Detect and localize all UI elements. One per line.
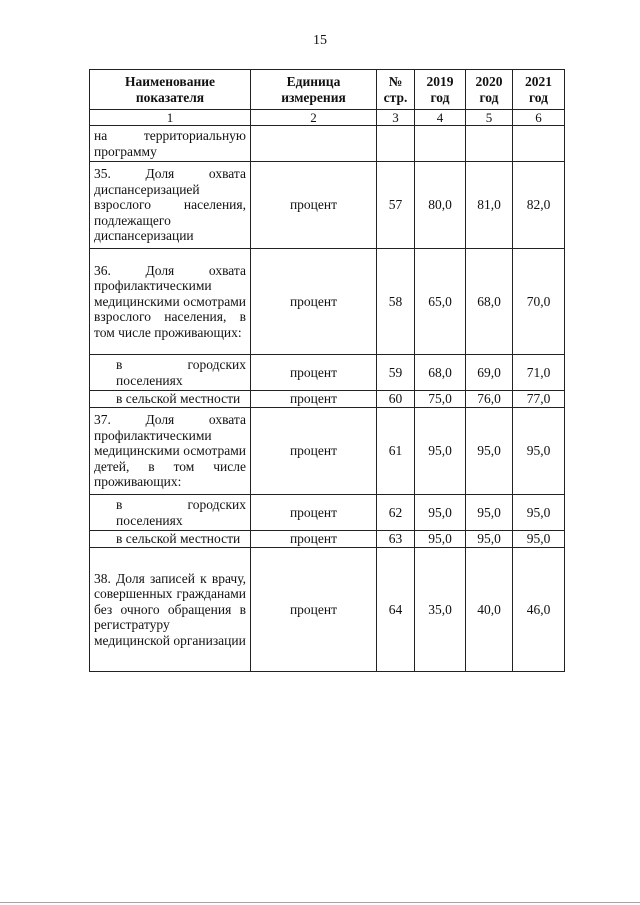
table-row [90, 249, 565, 355]
indicator-name: в городских поселениях [90, 355, 251, 391]
value-2020: 95,0 [466, 408, 513, 495]
indicator-name: 36. Доля охвата профилактическими медицинскими осмотрами взрослого населения, в том числе проживающих: [90, 249, 251, 355]
header-2021: 2021 год [513, 70, 565, 110]
indicator-name: в сельской местности [90, 391, 251, 408]
value-2019 [415, 126, 466, 162]
value-2021: 95,0 [513, 531, 565, 548]
row-number: 61 [377, 408, 415, 495]
value-2019: 35,0 [415, 548, 466, 672]
value-2019: 95,0 [415, 531, 466, 548]
value-2019: 95,0 [415, 408, 466, 495]
indicator-name: 37. Доля охвата профилактическими медицинскими осмотрами детей, в том числе проживающих: [90, 408, 251, 495]
indicator-unit: процент [251, 548, 377, 672]
value-2019: 65,0 [415, 249, 466, 355]
value-2019: 75,0 [415, 391, 466, 408]
table-row [90, 495, 565, 531]
indicators-table [89, 69, 565, 672]
value-2021: 95,0 [513, 408, 565, 495]
indicator-name: на территориальную программу [90, 126, 251, 162]
column-number-row [90, 110, 565, 126]
row-number: 62 [377, 495, 415, 531]
indicator-name: 38. Доля записей к врачу, совершенных гражданами без очного обращения в регистратуру медицинской организации [90, 548, 251, 672]
row-number [377, 126, 415, 162]
indicator-unit [251, 126, 377, 162]
header-name: Наименование показателя [90, 70, 251, 110]
row-number: 63 [377, 531, 415, 548]
indicator-unit: процент [251, 495, 377, 531]
table-row [90, 548, 565, 672]
table-header-row [90, 70, 565, 110]
indicator-name: в сельской местности [90, 531, 251, 548]
table-row [90, 531, 565, 548]
row-number: 60 [377, 391, 415, 408]
value-2020: 81,0 [466, 162, 513, 249]
column-number: 5 [466, 110, 513, 126]
value-2020: 69,0 [466, 355, 513, 391]
header-str: № стр. [377, 70, 415, 110]
indicator-unit: процент [251, 391, 377, 408]
table-row [90, 355, 565, 391]
value-2020: 68,0 [466, 249, 513, 355]
page-number: 15 [313, 33, 327, 48]
indicator-unit: процент [251, 355, 377, 391]
indicator-name: 35. Доля охвата диспансеризацией взрослого населения, подлежащего диспансеризации [90, 162, 251, 249]
row-number: 58 [377, 249, 415, 355]
value-2020: 95,0 [466, 495, 513, 531]
value-2020: 95,0 [466, 531, 513, 548]
indicator-unit: процент [251, 249, 377, 355]
value-2021: 95,0 [513, 495, 565, 531]
table-row [90, 408, 565, 495]
value-2019: 80,0 [415, 162, 466, 249]
table-row [90, 391, 565, 408]
value-2021: 70,0 [513, 249, 565, 355]
value-2019: 95,0 [415, 495, 466, 531]
header-unit: Единица измерения [251, 70, 377, 110]
column-number: 3 [377, 110, 415, 126]
value-2021: 82,0 [513, 162, 565, 249]
table-row [90, 126, 565, 162]
table-row [90, 162, 565, 249]
row-number: 64 [377, 548, 415, 672]
scan-edge-line [0, 902, 640, 903]
column-number: 1 [90, 110, 251, 126]
column-number: 6 [513, 110, 565, 126]
indicator-name: в городских поселениях [90, 495, 251, 531]
indicator-unit: процент [251, 408, 377, 495]
indicator-unit: процент [251, 162, 377, 249]
value-2020: 40,0 [466, 548, 513, 672]
value-2021 [513, 126, 565, 162]
value-2019: 68,0 [415, 355, 466, 391]
header-2019: 2019 год [415, 70, 466, 110]
column-number: 4 [415, 110, 466, 126]
row-number: 57 [377, 162, 415, 249]
value-2020: 76,0 [466, 391, 513, 408]
header-2020: 2020 год [466, 70, 513, 110]
value-2020 [466, 126, 513, 162]
value-2021: 77,0 [513, 391, 565, 408]
value-2021: 71,0 [513, 355, 565, 391]
column-number: 2 [251, 110, 377, 126]
value-2021: 46,0 [513, 548, 565, 672]
indicator-unit: процент [251, 531, 377, 548]
row-number: 59 [377, 355, 415, 391]
